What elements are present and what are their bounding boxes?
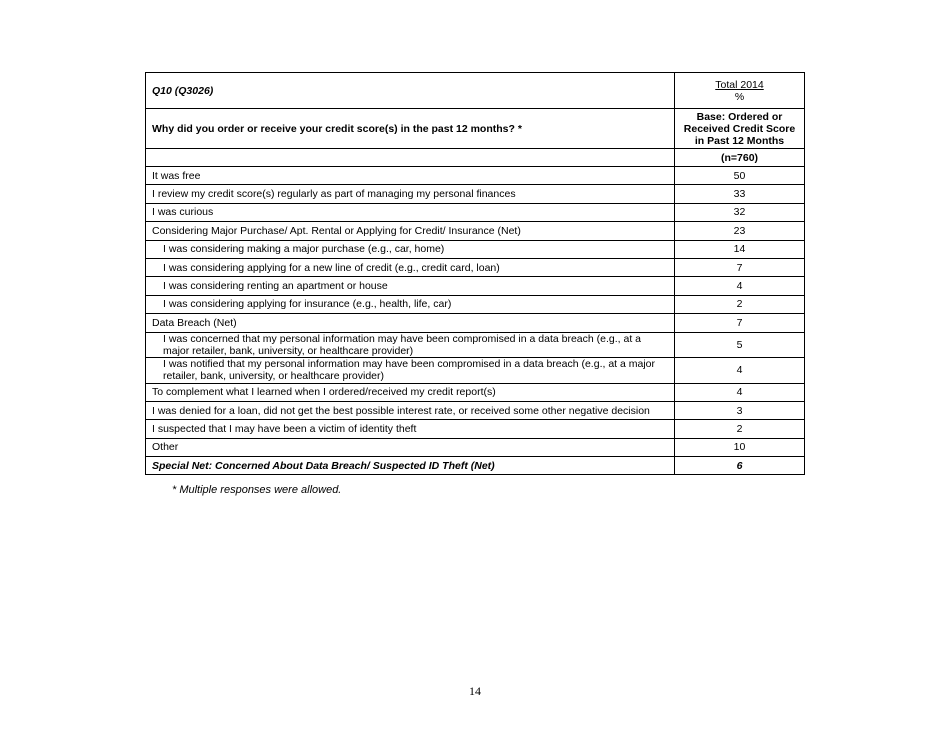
table-row bbox=[146, 383, 805, 401]
row-label: Special Net: Concerned About Data Breach/ Suspected ID Theft (Net) bbox=[146, 457, 675, 475]
row-label: I review my credit score(s) regularly as part of managing my personal finances bbox=[146, 185, 675, 203]
table-row bbox=[146, 222, 805, 240]
column-header-title: Total 2014 bbox=[715, 78, 764, 91]
row-value: 6 bbox=[675, 457, 805, 475]
table-row bbox=[146, 332, 805, 358]
footnote: * Multiple responses were allowed. bbox=[172, 484, 342, 496]
table-row bbox=[146, 203, 805, 221]
table-row bbox=[146, 240, 805, 258]
row-label: I was considering making a major purchase (e.g., car, home) bbox=[146, 240, 675, 258]
row-label: I was considering applying for a new line of credit (e.g., credit card, loan) bbox=[146, 258, 675, 276]
table-row bbox=[146, 295, 805, 313]
sample-size-row bbox=[146, 149, 805, 167]
row-label: Other bbox=[146, 438, 675, 456]
row-value: 4 bbox=[675, 383, 805, 401]
survey-table bbox=[145, 72, 805, 475]
row-label: I was denied for a loan, did not get the best possible interest rate, or received some other negative decision bbox=[146, 401, 675, 419]
table-row bbox=[146, 185, 805, 203]
row-label: It was free bbox=[146, 167, 675, 185]
row-label: Data Breach (Net) bbox=[146, 314, 675, 332]
table-row bbox=[146, 258, 805, 276]
row-label: I was notified that my personal information may have been compromised in a data breach (e.g., at a major retailer, bank, university, or healthcare provider) bbox=[146, 358, 675, 384]
table-row bbox=[146, 358, 805, 384]
row-value: 7 bbox=[675, 258, 805, 276]
table-row bbox=[146, 420, 805, 438]
row-value: 23 bbox=[675, 222, 805, 240]
question-code: Q10 (Q3026) bbox=[146, 73, 675, 109]
row-value: 2 bbox=[675, 420, 805, 438]
row-value: 2 bbox=[675, 295, 805, 313]
row-label: I was concerned that my personal information may have been compromised in a data breach (e.g., at a major retailer, bank, university, or healthcare provider) bbox=[146, 332, 675, 358]
row-label: Considering Major Purchase/ Apt. Rental or Applying for Credit/ Insurance (Net) bbox=[146, 222, 675, 240]
base-text: Base: Ordered or Received Credit Score in Past 12 Months bbox=[675, 109, 805, 149]
table-row bbox=[146, 401, 805, 419]
row-value: 10 bbox=[675, 438, 805, 456]
page-number: 14 bbox=[469, 684, 481, 698]
table-row bbox=[146, 277, 805, 295]
sample-size: (n=760) bbox=[675, 149, 805, 167]
row-value: 5 bbox=[675, 332, 805, 358]
question-text: Why did you order or receive your credit score(s) in the past 12 months? * bbox=[146, 109, 675, 149]
row-label: I suspected that I may have been a victim of identity theft bbox=[146, 420, 675, 438]
row-label: I was considering renting an apartment or house bbox=[146, 277, 675, 295]
row-value: 3 bbox=[675, 401, 805, 419]
column-header bbox=[675, 73, 805, 109]
row-value: 4 bbox=[675, 277, 805, 295]
row-label: I was considering applying for insurance (e.g., health, life, car) bbox=[146, 295, 675, 313]
row-value: 14 bbox=[675, 240, 805, 258]
table-row bbox=[146, 167, 805, 185]
row-value: 7 bbox=[675, 314, 805, 332]
row-value: 4 bbox=[675, 358, 805, 384]
row-value: 32 bbox=[675, 203, 805, 221]
row-value: 33 bbox=[675, 185, 805, 203]
row-value: 50 bbox=[675, 167, 805, 185]
row-label: To complement what I learned when I ordered/received my credit report(s) bbox=[146, 383, 675, 401]
special-net-row bbox=[146, 457, 805, 475]
table-row bbox=[146, 438, 805, 456]
column-header-unit: % bbox=[734, 90, 745, 103]
table-header-row bbox=[146, 73, 805, 109]
table-row bbox=[146, 314, 805, 332]
question-row bbox=[146, 109, 805, 149]
sample-size-blank bbox=[146, 149, 675, 167]
row-label: I was curious bbox=[146, 203, 675, 221]
